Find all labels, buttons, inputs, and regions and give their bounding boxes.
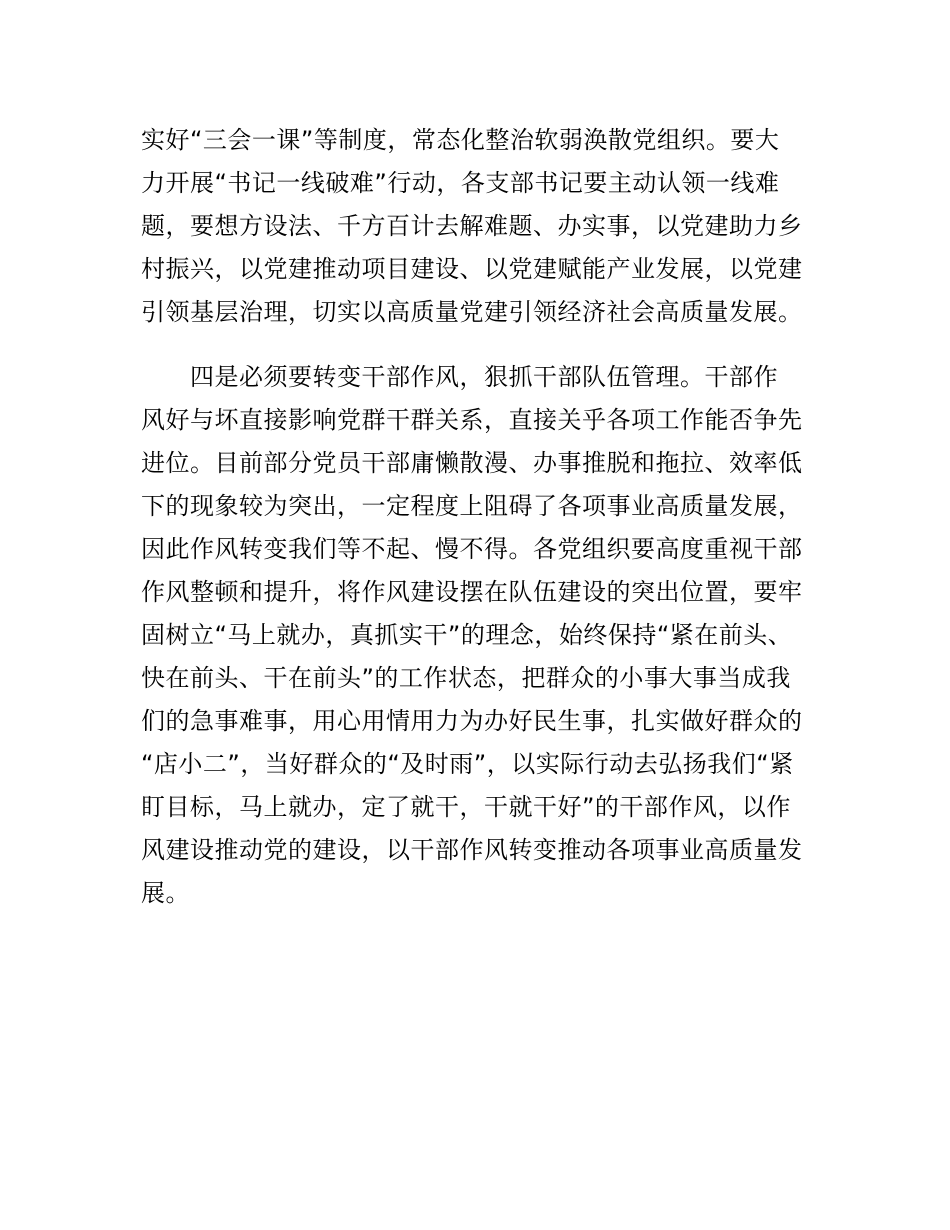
text-line: 风建设推动党的建设，以干部作风转变推动各项事业高质量发	[141, 836, 803, 864]
text-line: 进位。目前部分党员干部庸懒散漫、办事推脱和拖拉、效率低	[141, 449, 803, 477]
text-line-first: 四是必须要转变干部作风，狠抓干部队伍管理。干部作	[190, 363, 778, 391]
text-line: 因此作风转变我们等不起、慢不得。各党组织要高度重视干部	[141, 535, 803, 563]
text-line: 展。	[141, 879, 190, 907]
text-line: 村振兴，以党建推动项目建设、以党建赋能产业发展，以党建	[141, 255, 803, 283]
text-line: 们的急事难事，用心用情用力为办好民生事，扎实做好群众的	[141, 707, 803, 735]
text-line: 实好“三会一课”等制度，常态化整治软弱涣散党组织。要大	[141, 126, 780, 154]
text-line: 盯目标，马上就办，定了就干，干就干好”的干部作风，以作	[141, 793, 791, 821]
text-line: 固树立“马上就办，真抓实干”的理念，始终保持“紧在前头、	[141, 621, 793, 649]
paragraph-cadre-style	[141, 356, 831, 915]
text-line: 作风整顿和提升，将作风建设摆在队伍建设的突出位置，要牢	[141, 578, 803, 606]
text-line: 下的现象较为突出，一定程度上阻碍了各项事业高质量发展，	[141, 492, 803, 520]
text-line: 风好与坏直接影响党群干群关系，直接关乎各项工作能否争先	[141, 406, 803, 434]
text-line: 力开展“书记一线破难”行动，各支部书记要主动认领一线难	[141, 169, 780, 197]
text-line: 题，要想方设法、千方百计去解难题、办实事，以党建助力乡	[141, 212, 803, 240]
text-line: “店小二”，当好群众的“及时雨”，以实际行动去弘扬我们“紧	[141, 750, 794, 778]
text-line: 引领基层治理，切实以高质量党建引领经济社会高质量发展。	[141, 298, 803, 326]
text-line: 快在前头、干在前头”的工作状态，把群众的小事大事当成我	[141, 664, 791, 692]
paragraph-continuation	[141, 119, 831, 334]
